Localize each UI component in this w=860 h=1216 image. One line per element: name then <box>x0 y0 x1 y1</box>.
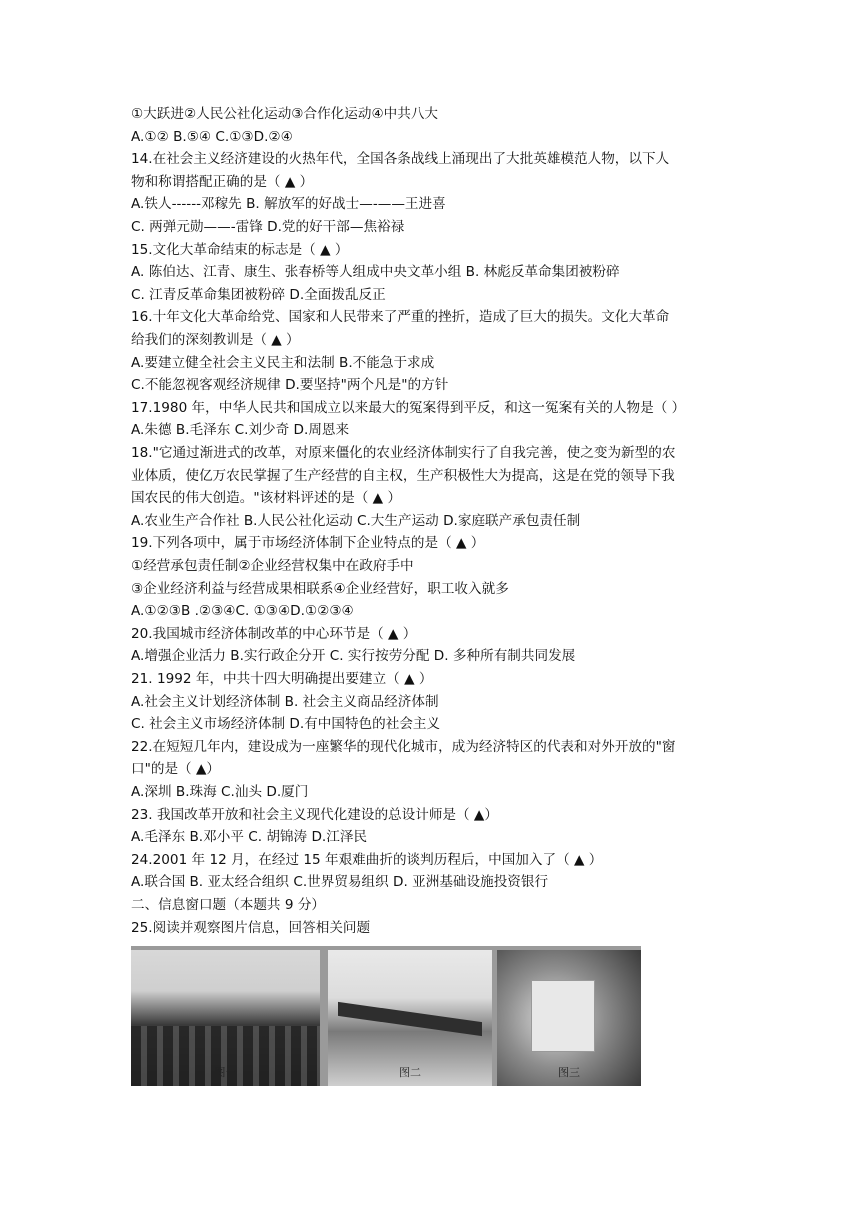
text-line: 国农民的伟大创造。"该材料评述的是（ ▲ ） <box>131 490 402 507</box>
text-line: 二、信息窗口题（本题共 9 分） <box>131 897 326 913</box>
text-line: A.①②③B .②③④C. ①③④D.①②③④ <box>131 603 354 620</box>
text-line: 给我们的深刻教训是（ ▲ ） <box>131 332 300 348</box>
text-line: ①经营承包责任制②企业经营权集中在政府手中 <box>131 558 414 574</box>
text-line: A.增强企业活力 B.实行政企分开 C. 实行按劳分配 D. 多种所有制共同发展 <box>131 648 576 665</box>
text-line: 24.2001 年 12 月，在经过 15 年艰难曲折的谈判历程后，中国加入了（ ▲ ） <box>131 851 603 868</box>
text-line: A.深圳 B.珠海 C.汕头 D.厦门 <box>131 784 309 800</box>
text-line: A.社会主义计划经济体制 B. 社会主义商品经济体制 <box>131 693 439 710</box>
text-line: 20.我国城市经济体制改革的中心环节是（ ▲ ） <box>131 625 417 642</box>
text-line: C. 两弹元勋——-雷锋 D.党的好干部—焦裕禄 <box>131 219 405 235</box>
figure-2-dam <box>338 1002 482 1036</box>
text-line: A.要建立健全社会主义民主和法制 B.不能急于求成 <box>131 354 435 371</box>
text-line: A.铁人------邓稼先 B. 解放军的好战士—-——王进喜 <box>131 196 446 213</box>
text-line: A.毛泽东 B.邓小平 C. 胡锦涛 D.江泽民 <box>131 829 368 846</box>
text-line: A.①② B.⑤④ C.①③D.②④ <box>131 128 293 145</box>
text-line: 18."它通过渐进式的改革，对原来僵化的农业经济体制实行了自我完善，使之变为新型的农 <box>131 445 676 461</box>
figure-1-photo <box>131 950 320 1086</box>
text-line: 17.1980 年，中华人民共和国成立以来最大的冤案得到平反，和这一冤案有关的人物是（ ） <box>131 399 686 416</box>
text-line: 25.阅读并观察图片信息，回答相关问题 <box>131 919 371 936</box>
text-line: 14.在社会主义经济建设的火热年代，全国各条战线上涌现出了大批英雄模范人物，以下人 <box>131 151 670 168</box>
figure-2-photo <box>328 950 492 1086</box>
figure-3-caption: 图三 <box>558 1066 580 1079</box>
figure-1-caption: 图一 <box>214 1066 237 1079</box>
text-line: 23. 我国改革开放和社会主义现代化建设的总设计师是（ ▲） <box>131 806 498 823</box>
picture-strip <box>131 946 641 1086</box>
text-line: 22.在短短几年内，建设成为一座繁华的现代化城市，成为经济特区的代表和对外开放的"窗 <box>131 738 676 755</box>
text-line: ③企业经济利益与经营成果相联系④企业经营好，职工收入就多 <box>131 580 509 597</box>
text-line: 19.下列各项中，属于市场经济体制下企业特点的是（ ▲ ） <box>131 535 485 552</box>
text-line: 21. 1992 年，中共十四大明确提出要建立（ ▲ ） <box>131 671 433 687</box>
text-line: A.农业生产合作社 B.人民公社化运动 C.大生产运动 D.家庭联产承包责任制 <box>131 512 581 529</box>
text-line: 16.十年文化大革命给党、国家和人民带来了严重的挫折，造成了巨大的损失。文化大革命 <box>131 309 670 326</box>
figure-3-newspaper <box>531 980 595 1052</box>
text-line: C. 江青反革命集团被粉碎 D.全面拨乱反正 <box>131 286 386 303</box>
figure-3-photo <box>497 950 641 1086</box>
figure-2-caption: 图二 <box>399 1066 421 1079</box>
text-line: 口"的是（ ▲） <box>131 761 220 778</box>
text-line: A. 陈伯达、江青、康生、张春桥等人组成中央文革小组 B. 林彪反革命集团被粉碎 <box>131 264 620 281</box>
text-line: A.联合国 B. 亚太经合组织 C.世界贸易组织 D. 亚洲基础设施投资银行 <box>131 874 549 891</box>
text-line: 15.文化大革命结束的标志是（ ▲ ） <box>131 241 349 258</box>
text-line: ①大跃进②人民公社化运动③合作化运动④中共八大 <box>131 106 439 122</box>
text-line: 业体质，使亿万农民掌握了生产经营的自主权，生产积极性大为提高，这是在党的领导下我 <box>131 467 675 484</box>
text-line: C.不能忽视客观经济规律 D.要坚持"两个凡是"的方针 <box>131 377 449 394</box>
text-line: 物和称谓搭配正确的是（ ▲ ） <box>131 173 314 190</box>
text-line: C. 社会主义市场经济体制 D.有中国特色的社会主义 <box>131 716 441 733</box>
text-line: A.朱德 B.毛泽东 C.刘少奇 D.周恩来 <box>131 422 350 439</box>
